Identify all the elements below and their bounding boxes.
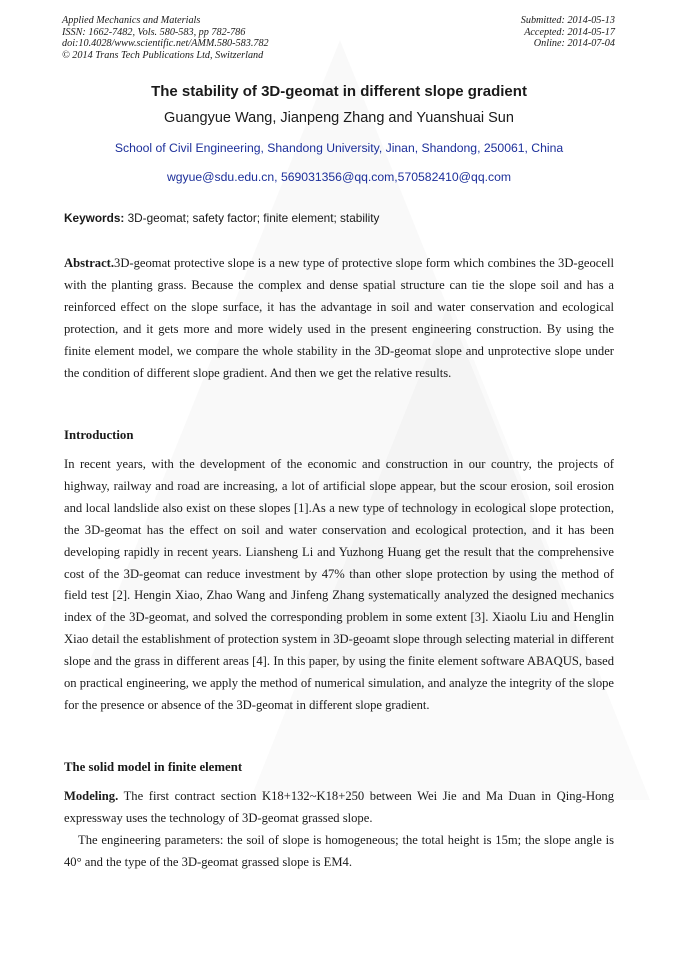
- abstract: [64, 253, 614, 384]
- engineering-parameters: The engineering parameters: the soil of slope is homogeneous; the total height is 15m; the slope angle is 40° and the type of the 3D-geomat grassed slope is EM4.: [64, 833, 614, 869]
- modeling-label: Modeling.: [64, 789, 119, 803]
- journal-name: Applied Mechanics and Materials: [62, 15, 201, 26]
- accepted-date: Accepted: 2014-05-17: [524, 26, 615, 38]
- abstract-text: 3D-geomat protective slope is a new type of protective slope form which combines the 3D-geocell with the planting grass. Because the complex and dense spatial structure can tie the slope soil and has a reinforced effect on the slope surface, it has the advantage in soil and water conservation and ecological protection, and it gets more and more widely used in the present engineering construction. By using the finite element model, we compare the whole stability in the 3D-geomat slope and unprotective slope under the condition of different slope gradient. And then we get the relative results.: [64, 256, 614, 380]
- author-list: Guangyue Wang, Jianpeng Zhang and Yuanshuai Sun: [164, 110, 514, 126]
- modeling-paragraph: [64, 786, 614, 830]
- dates-info: [521, 15, 615, 50]
- introduction-heading: Introduction: [64, 428, 134, 442]
- introduction-text: In recent years, with the development of the economic and construction in our country, the projects of highway, railway and road are increasing, a lot of artificial slope appear, but the scour erosion, soil erosion and local landslide also exist on these slopes [1].As a new type of technology in ecological slope protection, the 3D-geomat has the effect on soil and water conservation and ecological protection, and it has been developing rapidly in recent years. Liansheng Li and Yuzhong Huang get the result that the comprehensive cost of the 3D-geomat can reduce investment by 47% than other slope protection by using the method of field test [2]. Hengin Xiao, Zhao Wang and Jinfeng Zhang systematically analyzed the designed mechanics index of the 3D-geomat, and solved the corresponding problem in some extent [3]. Xiaolu Liu and Henglin Xiao detail the establishment of protection system in 3D-geoamt slope through selecting material in different slope and the grass in different areas [4]. In this paper, by using the finite element software ABAQUS, based on practical engineering, we apply the method of numerical simulation, and analyze the integrity of the slope for the presence or absence of the 3D-geomat in different slope gradient.: [64, 457, 614, 712]
- keywords: [64, 211, 614, 225]
- copyright-line: © 2014 Trans Tech Publications Ltd, Switzerland: [62, 49, 264, 61]
- solid-model-heading: The solid model in finite element: [64, 760, 243, 774]
- submitted-date: Submitted: 2014-05-13: [520, 15, 615, 26]
- keywords-label: Keywords:: [64, 211, 125, 225]
- doi-line[interactable]: doi:10.4028/www.scientific.net/AMM.580-583.782: [62, 38, 269, 50]
- journal-info: [62, 15, 269, 61]
- paper-title: The stability of 3D-geomat in different slope gradient: [151, 83, 527, 100]
- abstract-label: Abstract.: [64, 256, 115, 270]
- online-date: Online: 2014-07-04: [533, 38, 615, 50]
- keywords-text: 3D-geomat; safety factor; finite element; stability: [124, 211, 380, 225]
- author-emails[interactable]: wgyue@sdu.edu.cn, 569031356@qq.com,570582410@qq.com: [166, 170, 512, 184]
- affiliation: School of Civil Engineering, Shandong University, Jinan, Shandong, 250061, China: [114, 141, 564, 155]
- modeling-text: The first contract section K18+132~K18+250 between Wei Jie and Ma Duan in Qing-Hong expressway uses the technology of 3D-geomat grassed slope.: [64, 789, 614, 825]
- issn-line: ISSN: 1662-7482, Vols. 580-583, pp 782-786: [62, 26, 246, 38]
